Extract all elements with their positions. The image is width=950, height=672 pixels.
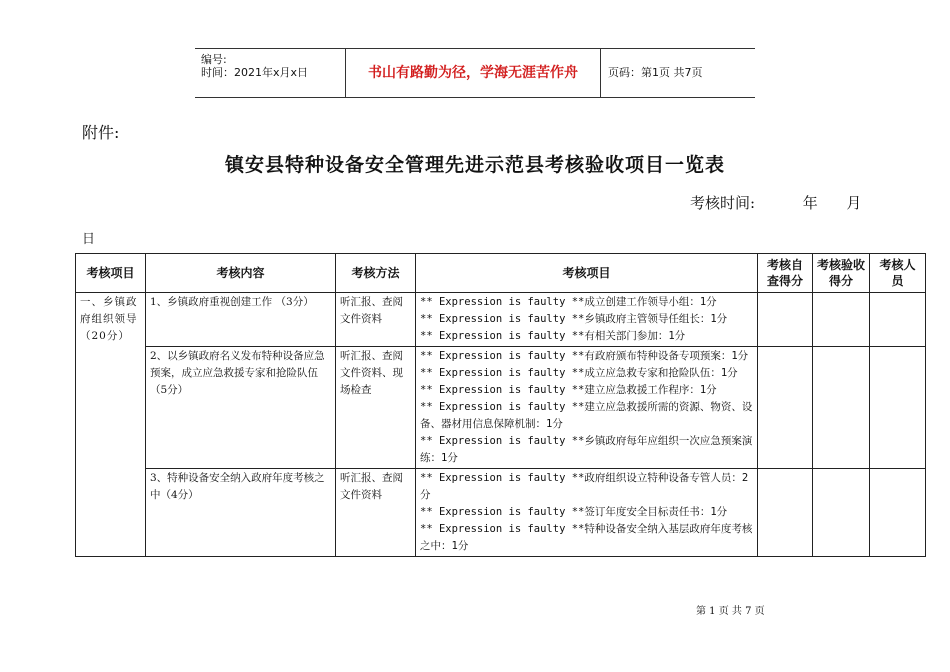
table-row [76,293,926,347]
page-info: 页码：第1页 共7页 [608,66,703,79]
assessor-cell[interactable] [870,469,926,557]
table-row [76,469,926,557]
header-content: 考核内容 [146,254,336,293]
category-label: 一、乡镇政府组织领导 [80,296,138,325]
assessment-table [75,253,926,557]
method-cell: 听汇报、查阅文件资料 [336,469,416,557]
item-line: ** Expression is faulty **乡镇政府主管领导任组长：1分 [420,313,728,325]
self-score-cell[interactable] [758,469,813,557]
assessment-time-label: 考核时间: 年 月 [690,194,862,212]
attachment-label: 附件: [82,123,120,142]
acceptance-score-cell[interactable] [813,469,870,557]
item-line: ** Expression is faulty **签订年度安全目标责任书：1分 [420,506,728,518]
self-score-cell[interactable] [758,347,813,469]
content-cell: 2、以乡镇政府名义发布特种设备应急预案，成立应急救援专家和抢险队伍（5分） [146,347,336,469]
method-cell: 听汇报、查阅文件资料 [336,293,416,347]
acceptance-score-cell[interactable] [813,347,870,469]
item-line: ** Expression is faulty **建立应急救援工作程序：1分 [420,384,717,396]
header-self-score: 考核自查得分 [758,254,813,293]
table-header-row [76,254,926,293]
items-cell [416,347,758,469]
time-label: 时间：2021年x月x日 [201,66,309,79]
assessor-cell[interactable] [870,347,926,469]
page-footer: 第 1 页 共 7 页 [696,606,765,617]
header-assessor: 考核人员 [870,254,926,293]
item-line: ** Expression is faulty **有政府颁布特种设备专项预案：1分 [420,350,749,362]
number-label: 编号: [201,53,227,66]
header-method: 考核方法 [336,254,416,293]
item-line: ** Expression is faulty **政府组织设立特种设备专管人员：2分 [420,472,749,501]
page-header [195,48,755,98]
self-score-cell[interactable] [758,293,813,347]
assessor-cell[interactable] [870,293,926,347]
method-cell: 听汇报、查阅文件资料、现场检查 [336,347,416,469]
motto: 书山有路勤为径，学海无涯苦作舟 [345,49,601,97]
category-cell [76,293,146,557]
content-cell: 1、乡镇政府重视创建工作 （3分） [146,293,336,347]
header-meta [195,49,345,97]
header-category: 考核项目 [76,254,146,293]
item-line: ** Expression is faulty **特种设备安全纳入基层政府年度考核之中：1分 [420,523,753,552]
item-line: ** Expression is faulty **成立创建工作领导小组：1分 [420,296,717,308]
table-row [76,347,926,469]
item-line: ** Expression is faulty **有相关部门参加：1分 [420,330,686,342]
item-line: ** Expression is faulty **乡镇政府每年应组织一次应急预案演练：1分 [420,435,753,464]
day-label: 日 [82,232,96,247]
item-line: ** Expression is faulty **成立应急救专家和抢险队伍：1分 [420,367,738,379]
content-cell: 3、特种设备安全纳入政府年度考核之中（4分） [146,469,336,557]
header-items: 考核项目 [416,254,758,293]
document-title: 镇安县特种设备安全管理先进示范县考核验收项目一览表 [224,154,725,176]
header-acceptance-score: 考核验收得分 [813,254,870,293]
acceptance-score-cell[interactable] [813,293,870,347]
category-points: （20分） [80,330,130,342]
items-cell [416,293,758,347]
item-line: ** Expression is faulty **建立应急救援所需的资源、物资、设备、器材用信息保障机制：1分 [420,401,753,430]
items-cell [416,469,758,557]
